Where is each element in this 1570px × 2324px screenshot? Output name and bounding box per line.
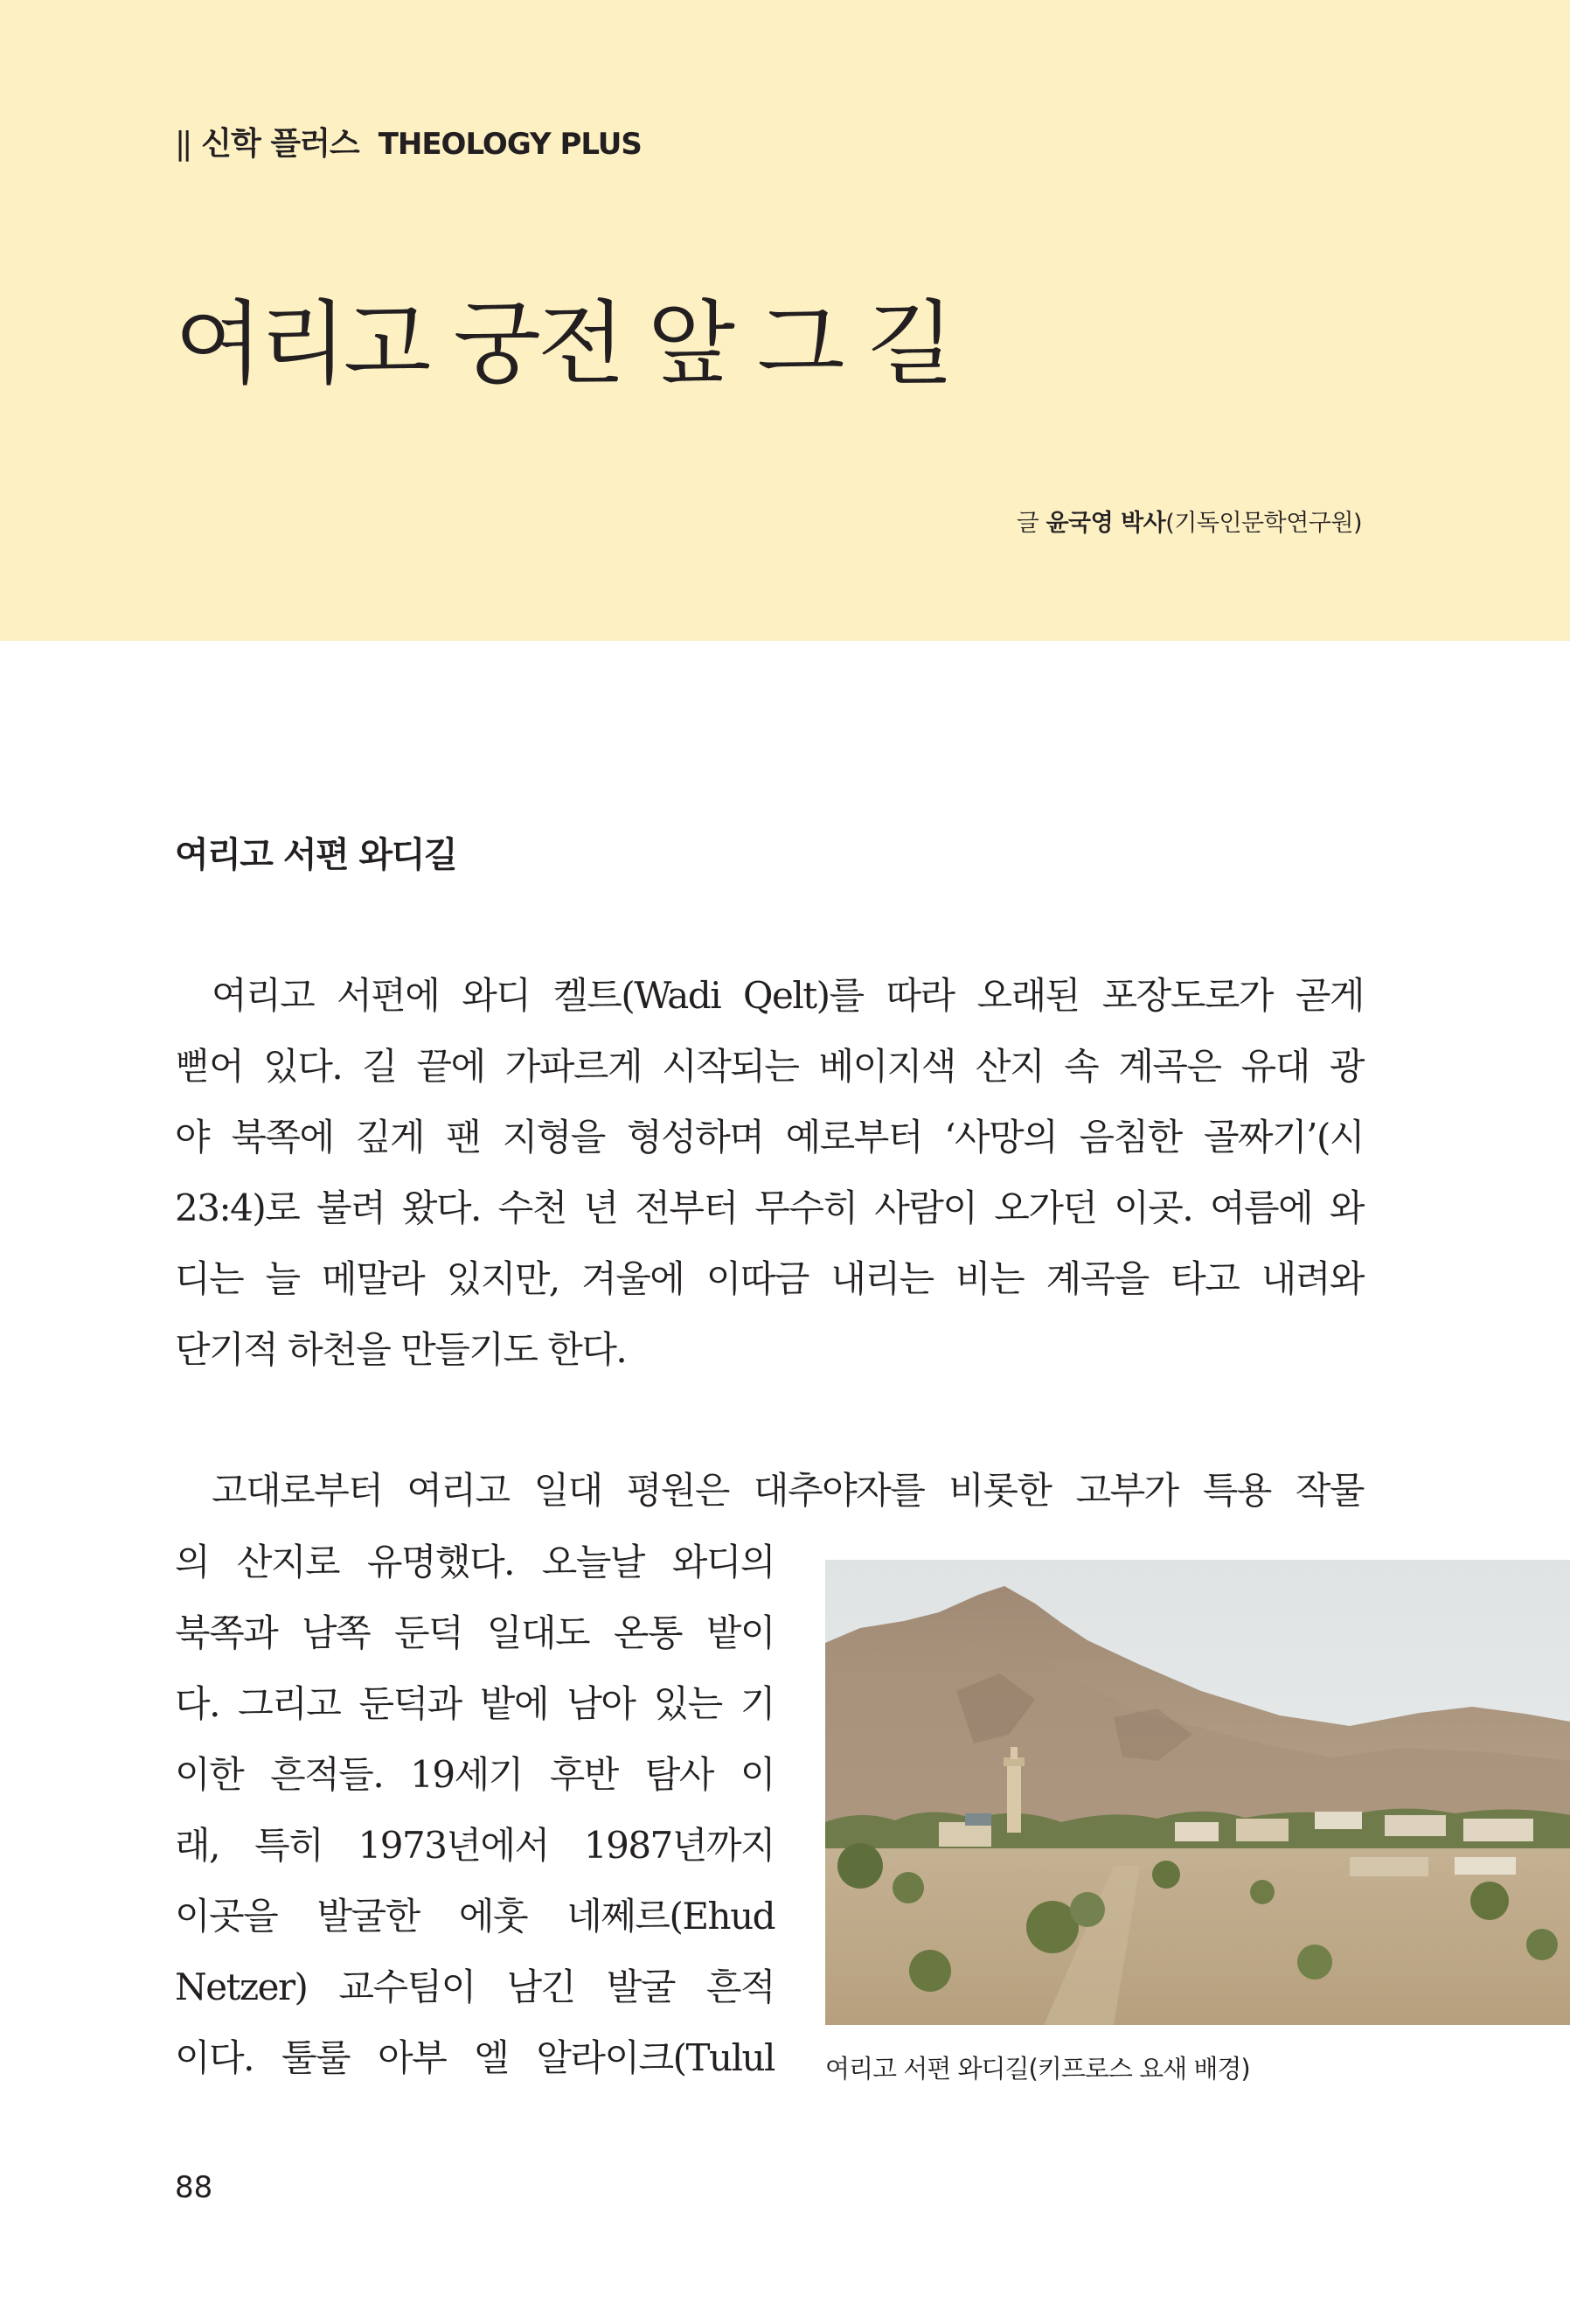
page-number: 88	[175, 2170, 213, 2205]
landscape-photo	[825, 1560, 1570, 2025]
paragraph-line: 다. 그리고 둔덕과 밭에 남아 있는 기	[175, 1682, 775, 1725]
author-affiliation: (기독인문학연구원)	[1165, 510, 1362, 537]
article-title: 여리고 궁전 앞 그 길	[175, 290, 951, 397]
section-label	[175, 119, 642, 164]
paragraph-line: 여리고 서편에 와디 켈트(Wadi Qelt)를 따라 오래된 포장도로가 곧게	[212, 974, 1364, 1017]
section-label-en: THEOLOGY PLUS	[378, 127, 642, 162]
paragraph-line: 야 북쪽에 깊게 팬 지형을 형성하며 예로부터 ‘사망의 음침한 골짜기’(시	[175, 1116, 1364, 1159]
paragraph-2-wrapped	[175, 1527, 775, 2093]
paragraph-line: 이곳을 발굴한 에훗 네쩨르(Ehud	[175, 1895, 775, 1938]
paragraph-line: 단기적 하천을 만들기도 한다.	[175, 1328, 627, 1371]
paragraph-line: 북쪽과 남쪽 둔덕 일대도 온통 밭이	[175, 1611, 775, 1654]
paragraph-line: Netzer) 교수팀이 남긴 발굴 흔적	[175, 1966, 775, 2008]
author-name: 윤국영 박사	[1046, 510, 1166, 537]
section-label-ko: 신학 플러스	[201, 126, 359, 162]
paragraph-2-first-line	[175, 1455, 1364, 1526]
paragraph-1	[175, 960, 1364, 1385]
paragraph-line: 뻗어 있다. 길 끝에 가파르게 시작되는 베이지색 산지 속 계곡은 유대 광	[175, 1045, 1364, 1088]
paragraph-line: 고대로부터 여리고 일대 평원은 대추야자를 비롯한 고부가 특용 작물	[212, 1469, 1364, 1512]
section-bars: ||	[175, 126, 190, 162]
paragraph-line: 23:4)로 불려 왔다. 수천 년 전부터 무수히 사람이 오가던 이곳. 여름에 와	[175, 1186, 1364, 1229]
byline	[1017, 504, 1362, 538]
paragraph-line: 이다. 툴룰 아부 엘 알라이크(Tulul	[175, 2036, 775, 2079]
section-subheading: 여리고 서편 와디길	[175, 835, 456, 875]
figure-caption: 여리고 서편 와디길(키프로스 요새 배경)	[825, 2054, 1250, 2084]
byline-prefix: 글	[1016, 510, 1039, 537]
paragraph-line: 디는 늘 메말라 있지만, 겨울에 이따금 내리는 비는 계곡을 타고 내려와	[175, 1257, 1364, 1300]
paragraph-line: 의 산지로 유명했다. 오늘날 와디의	[175, 1541, 775, 1583]
paragraph-line: 이한 흔적들. 19세기 후반 탐사 이	[175, 1753, 775, 1796]
paragraph-line: 래, 특히 1973년에서 1987년까지	[175, 1824, 775, 1867]
